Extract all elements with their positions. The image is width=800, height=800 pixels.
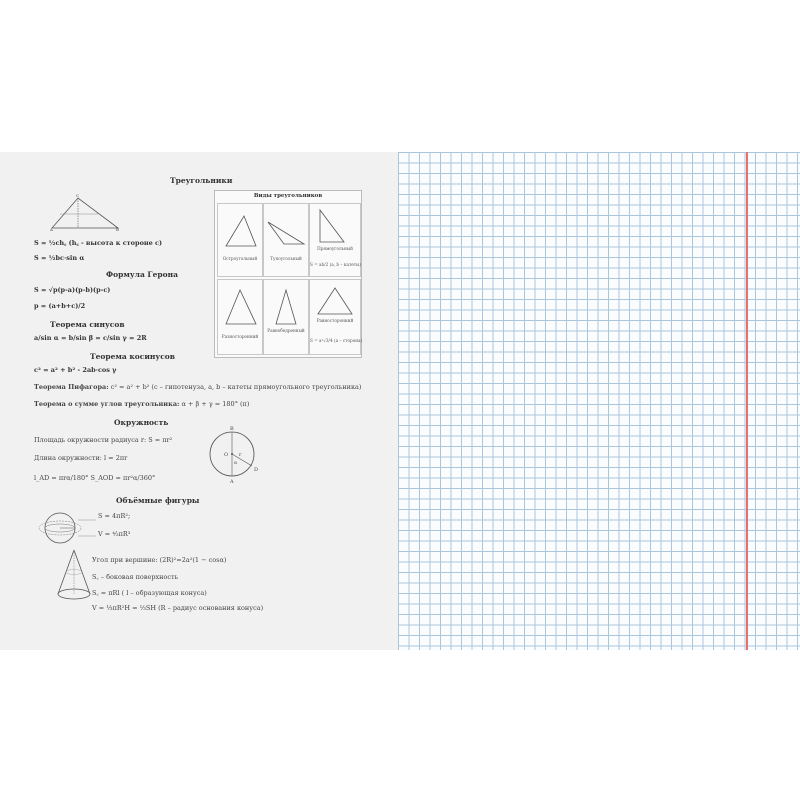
label-alpha: α xyxy=(234,461,238,466)
cell-obtuse xyxy=(263,203,309,277)
title-circle: Окружность xyxy=(114,418,169,427)
svg-text:B: B xyxy=(116,227,119,232)
title-sines: Теорема синусов xyxy=(50,320,125,329)
cell-acute xyxy=(217,203,263,277)
label-a: A xyxy=(230,479,234,484)
cell-scalene xyxy=(217,279,263,355)
circle-area: Площадь окружности радиуса r: S = πr² xyxy=(34,436,173,444)
pythagoras-label: Теорема Пифагора: xyxy=(34,383,109,391)
angle-sum-line xyxy=(34,400,249,408)
title-cosines: Теорема косинусов xyxy=(90,352,175,361)
cone-lateral-formula: S꜀ = πRl ( l – образующая конуса) xyxy=(92,589,207,597)
label-right: Прямоугольный xyxy=(317,246,353,251)
formula-sines: a/sin α = b/sin β = c/sin γ = 2R xyxy=(34,334,147,342)
cell-equilateral xyxy=(309,279,361,355)
triangle-height-figure xyxy=(48,192,122,232)
isosceles-triangle-figure xyxy=(264,284,308,344)
label-d: D xyxy=(254,467,259,473)
equilateral-triangle-figure xyxy=(310,282,363,343)
right-triangle-figure xyxy=(310,206,360,266)
title-solids: Объёмные фигуры xyxy=(116,496,200,505)
sphere-figure xyxy=(38,508,100,548)
formula-right: S = ab/2 (a, b – катеты) xyxy=(310,262,362,267)
svg-text:A: A xyxy=(50,227,53,232)
svg-text:C: C xyxy=(76,193,80,198)
cell-isosceles xyxy=(263,279,309,355)
triangle-types-table xyxy=(214,190,362,358)
title-heron: Формула Герона xyxy=(106,270,178,279)
sphere-volume: V = ⁴⁄₃πR³ xyxy=(98,530,131,538)
circle-figure xyxy=(206,424,266,484)
formula-area-sin: S = ½bc·sin α xyxy=(34,254,85,262)
cone-angle: Угол при вершине: (2R)²=2a²(1 − cosα) xyxy=(92,556,227,564)
formula-heron-p: p = (a+b+c)/2 xyxy=(34,302,86,310)
title-triangles: Треугольники xyxy=(170,176,233,185)
sphere-area: S = 4πR²; xyxy=(98,512,131,520)
pythagoras-line xyxy=(34,383,361,391)
label-equilateral: Равносторонний xyxy=(316,318,354,323)
label-o: O xyxy=(224,452,229,458)
formula-equilateral: S = a²√3/4 (a – сторона) xyxy=(310,338,363,343)
formula-cosines: c² = a² + b² - 2ab·cos γ xyxy=(34,366,117,374)
grid-page xyxy=(398,152,800,650)
table-title: Виды треугольников xyxy=(253,193,323,199)
formula-heron-s: S = √p(p-a)(p-b)(p-c) xyxy=(34,286,111,294)
cone-lateral: S꜀ – боковая поверхность xyxy=(92,573,179,581)
label-b: B xyxy=(230,426,234,432)
label-isosceles: Равнобедренный xyxy=(267,328,305,333)
arc-formulas: l_AD = πrα/180° S_AOD = πr²α/360° xyxy=(34,474,156,482)
cell-right xyxy=(309,203,361,277)
cone-volume: V = ⅓πR²H = ⅓SH (R – радиус основания конуса) xyxy=(92,604,264,612)
label-obtuse: Тупоугольный xyxy=(270,256,302,261)
angle-sum-text: α + β + γ = 180° (π) xyxy=(181,400,250,408)
label-scalene: Разносторонний xyxy=(221,334,259,339)
angle-sum-label: Теорема о сумме углов треугольника: xyxy=(34,400,180,408)
circle-length: Длина окружности: l = 2πr xyxy=(34,454,128,462)
margin-line xyxy=(746,152,748,650)
formula-area-height: S = ½ch꜀ (h꜀ - высота к стороне c) xyxy=(34,239,163,247)
label-acute: Остроугольный xyxy=(222,256,258,261)
label-r: r xyxy=(239,452,242,458)
pythagoras-text: c² = a² + b² (c – гипотенуза, a, b – катеты прямоугольного треугольника) xyxy=(110,383,362,391)
